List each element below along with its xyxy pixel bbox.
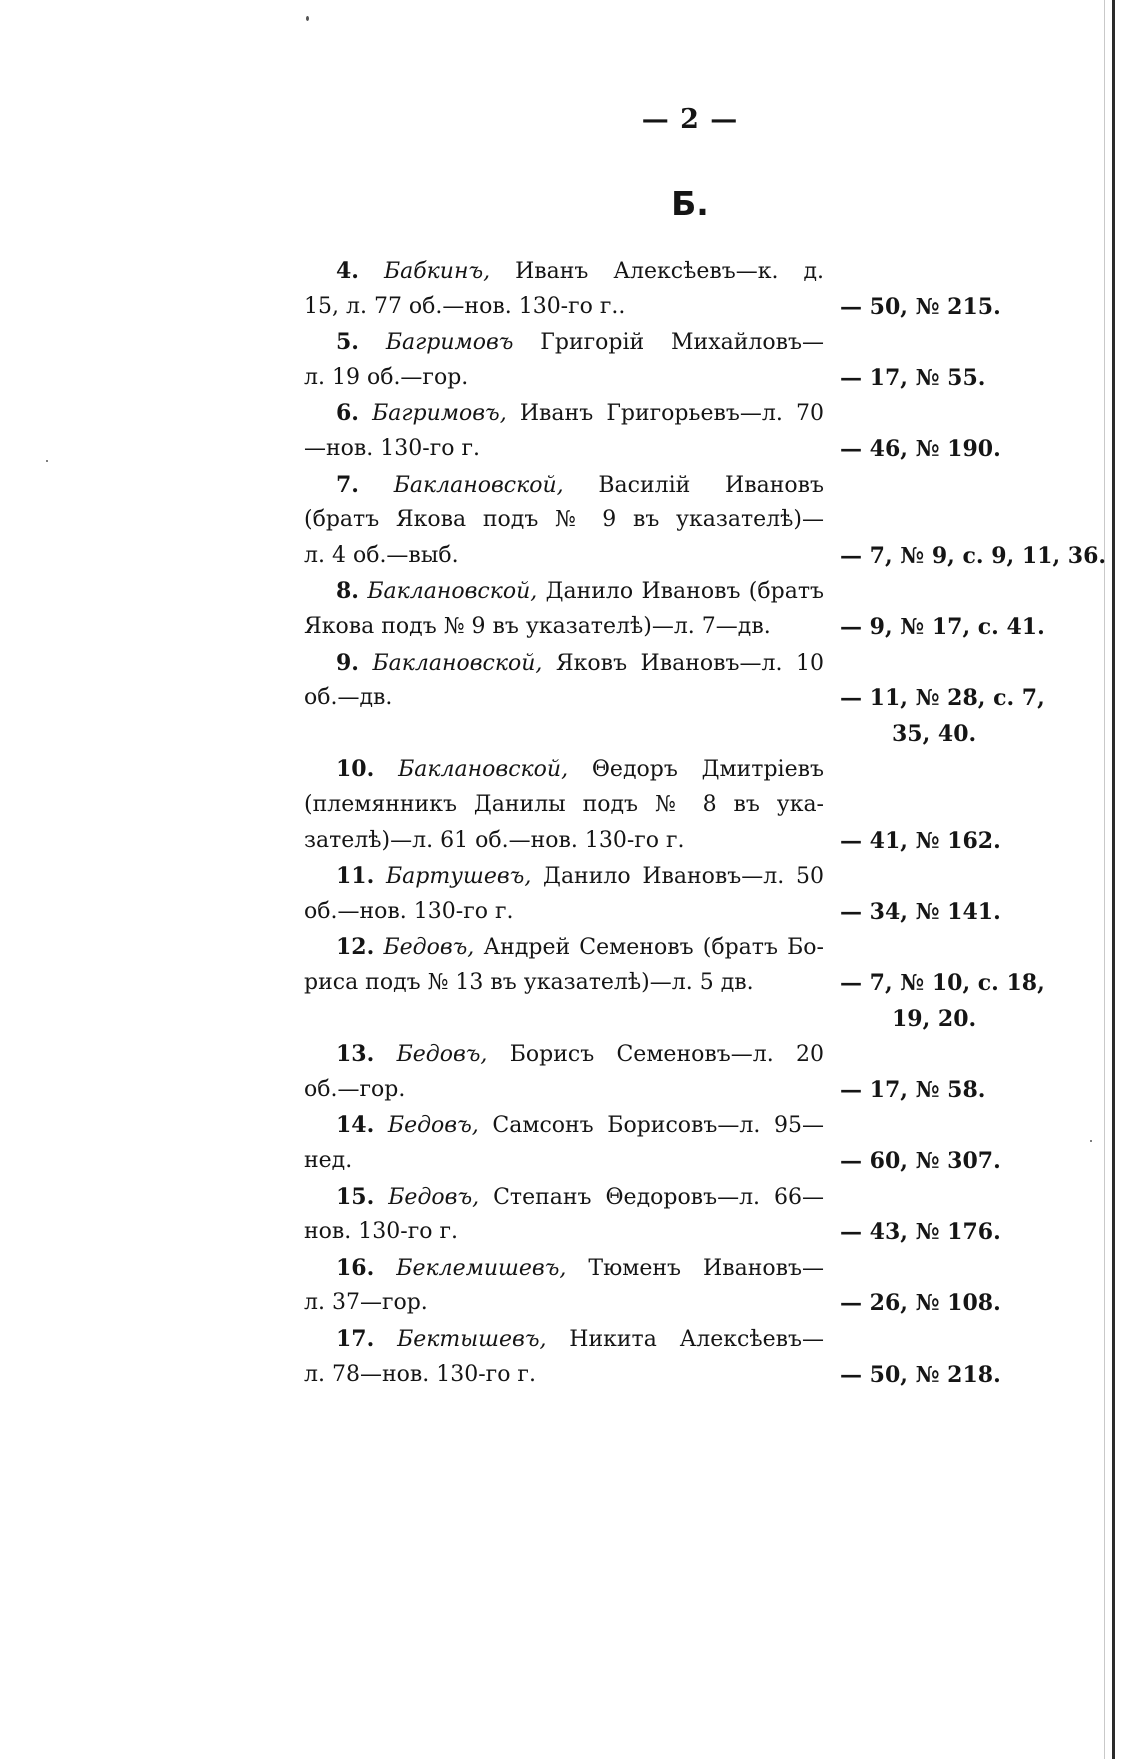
entry-number: 12. [336, 934, 375, 961]
entry-reference: — 41, № 162. [840, 827, 1001, 854]
entry-text: л. 4 об.—выб. [304, 542, 459, 568]
entry-surname: Баклановской, [372, 650, 543, 676]
entry-reference: — 46, № 190. [840, 436, 1001, 462]
entry-reference-continued: 35, 40. [892, 720, 977, 747]
entry-line [0, 323, 1140, 361]
entry-surname: Баклановской, [398, 757, 569, 783]
page-number: — 2 — [641, 104, 739, 135]
entry-surname: Бедовъ, [388, 1184, 480, 1210]
entry-number: 13. [336, 1041, 375, 1068]
entry-text: л. 78—нов. 130-го г. [304, 1361, 536, 1387]
entry-line [0, 715, 1140, 753]
entry-first-line [336, 928, 824, 967]
entry-number: 15. [336, 1183, 375, 1210]
entry-line [0, 1142, 1140, 1180]
entry-surname: Баклановской, [367, 579, 538, 605]
entry-text: —нов. 130-го г. [304, 436, 480, 461]
entry-text: Григорій Михайловъ— [513, 330, 824, 356]
entry-line [0, 288, 1140, 326]
entry-text: Иванъ Григорьевъ—л. 70 [506, 401, 824, 427]
entry-text: нов. 130-го г. [304, 1219, 458, 1245]
entry-text: Степанъ Θедоровъ—л. 66— [479, 1184, 824, 1210]
entry-line [0, 501, 1140, 539]
entry-text: Тюменъ Ивановъ— [566, 1255, 824, 1281]
entry-number: 9. [336, 649, 359, 676]
entry-line [0, 750, 1140, 788]
entry-number: 8. [336, 578, 359, 605]
entry-reference: — 50, № 215. [840, 293, 1001, 320]
entry-text: Данило Ивановъ (братъ [537, 579, 824, 605]
entry-first-line [336, 1178, 824, 1217]
entry-number: 4. [336, 258, 359, 284]
entry-line [0, 1106, 1140, 1144]
entry-text: Самсонъ Борисовъ—л. 95— [478, 1113, 824, 1139]
entry-line [0, 1213, 1140, 1251]
entry-line [0, 1284, 1140, 1322]
entry-first-line [336, 1320, 824, 1359]
entry-line [0, 252, 1140, 290]
entry-first-line [336, 572, 824, 611]
entry-reference: — 17, № 55. [840, 364, 986, 391]
entry-line [0, 466, 1140, 504]
entry-first-line [336, 857, 824, 896]
entry-reference: — 9, № 17, с. 41. [840, 614, 1045, 640]
entry-text: (братъ Якова подъ № 9 въ указателѣ)— [304, 507, 824, 533]
entry-first-line [336, 394, 824, 433]
entry-line [0, 857, 1140, 895]
entry-text: Яковъ Ивановъ—л. 10 [542, 650, 824, 676]
entry-reference: — 7, № 9, с. 9, 11, 36. [840, 542, 1107, 569]
entry-surname: Баклановской, [393, 472, 564, 498]
entry-line [0, 679, 1140, 717]
entry-line [0, 1035, 1140, 1073]
entry-surname: Бектышевъ, [397, 1327, 547, 1352]
entry-text: нед. [304, 1148, 353, 1173]
entry-text: зателѣ)—л. 61 об.—нов. 130-го г. [304, 827, 685, 853]
entry-line [0, 359, 1140, 397]
entry-text: Василій Ивановъ [563, 472, 824, 498]
entry-line [0, 572, 1140, 610]
entry-reference: — 60, № 307. [840, 1148, 1001, 1174]
entry-line [0, 1320, 1140, 1358]
entry-text: Иванъ Алексѣевъ—к. д. [490, 259, 824, 284]
entry-line [0, 822, 1140, 860]
entry-first-line [336, 1035, 824, 1074]
entry-line [0, 1000, 1140, 1038]
entry-line [0, 964, 1140, 1002]
entry-reference: — 11, № 28, с. 7, [840, 685, 1045, 712]
entry-reference: — 34, № 141. [840, 898, 1001, 925]
entry-surname: Бедовъ, [383, 935, 475, 961]
entry-text: Борисъ Семеновъ—л. 20 [487, 1042, 824, 1068]
entry-line [0, 928, 1140, 966]
entry-surname: Бедовъ, [396, 1042, 488, 1068]
entry-line [0, 1356, 1140, 1394]
entry-surname: Беклемишевъ, [396, 1255, 567, 1281]
entry-first-line [336, 252, 824, 291]
entry-text: Андрей Семеновъ (братъ Бо- [474, 935, 824, 961]
entry-reference: — 17, № 58. [840, 1076, 986, 1103]
ink-speck [306, 16, 309, 21]
entry-reference: — 43, № 176. [840, 1219, 1001, 1246]
entry-line [0, 430, 1140, 468]
entry-line [0, 394, 1140, 432]
entry-number: 17. [336, 1326, 375, 1352]
entry-first-line [336, 750, 824, 789]
entry-first-line [336, 1249, 824, 1288]
entry-text: риса подъ № 13 въ указателѣ)—л. 5 дв. [304, 970, 754, 995]
entry-number: 6. [336, 400, 359, 427]
entry-number: 11. [336, 863, 375, 890]
entry-text: Якова подъ № 9 въ указателѣ)—л. 7—дв. [304, 614, 771, 639]
entry-reference: — 7, № 10, с. 18, [840, 970, 1045, 996]
entry-surname: Багримовъ [385, 330, 514, 356]
entry-reference: — 26, № 108. [840, 1290, 1001, 1317]
entry-number: 5. [336, 329, 359, 356]
entry-line [0, 893, 1140, 931]
entry-text: Данило Ивановъ—л. 50 [531, 864, 824, 890]
entry-text: л. 37—гор. [304, 1290, 428, 1316]
entry-line [0, 1249, 1140, 1287]
entry-line [0, 537, 1140, 575]
entry-text: 15, л. 77 об.—нов. 130-го г.. [304, 293, 626, 319]
entry-surname: Бартушевъ, [386, 864, 532, 890]
entry-first-line [336, 466, 824, 505]
entry-text: об.—нов. 130-го г. [304, 898, 514, 924]
entry-text: Θедоръ Дмитріевъ [568, 757, 824, 783]
entry-line [0, 1071, 1140, 1109]
entry-line [0, 608, 1140, 646]
entry-surname: Багримовъ, [372, 401, 507, 427]
entry-surname: Бедовъ, [387, 1113, 479, 1139]
entry-line [0, 1178, 1140, 1216]
entry-text: Никита Алексѣевъ— [546, 1327, 824, 1352]
entry-number: 16. [336, 1254, 375, 1281]
entry-first-line [336, 323, 824, 362]
entry-line [0, 786, 1140, 824]
entry-text: об.—гор. [304, 1076, 406, 1102]
entry-reference: — 50, № 218. [840, 1361, 1001, 1388]
entry-surname: Бабкинъ, [383, 259, 491, 284]
entry-line [0, 644, 1140, 682]
section-letter-heading: Б. [671, 184, 709, 223]
entry-reference-continued: 19, 20. [892, 1005, 977, 1032]
entry-text: (племянникъ Данилы подъ № 8 въ ука- [304, 792, 824, 817]
entry-text: л. 19 об.—гор. [304, 364, 469, 390]
entry-first-line [336, 644, 824, 683]
entry-text: об.—дв. [304, 685, 393, 711]
entry-number: 10. [336, 756, 375, 783]
entry-first-line [336, 1106, 824, 1145]
entry-number: 14. [336, 1112, 375, 1139]
entry-number: 7. [336, 471, 359, 498]
